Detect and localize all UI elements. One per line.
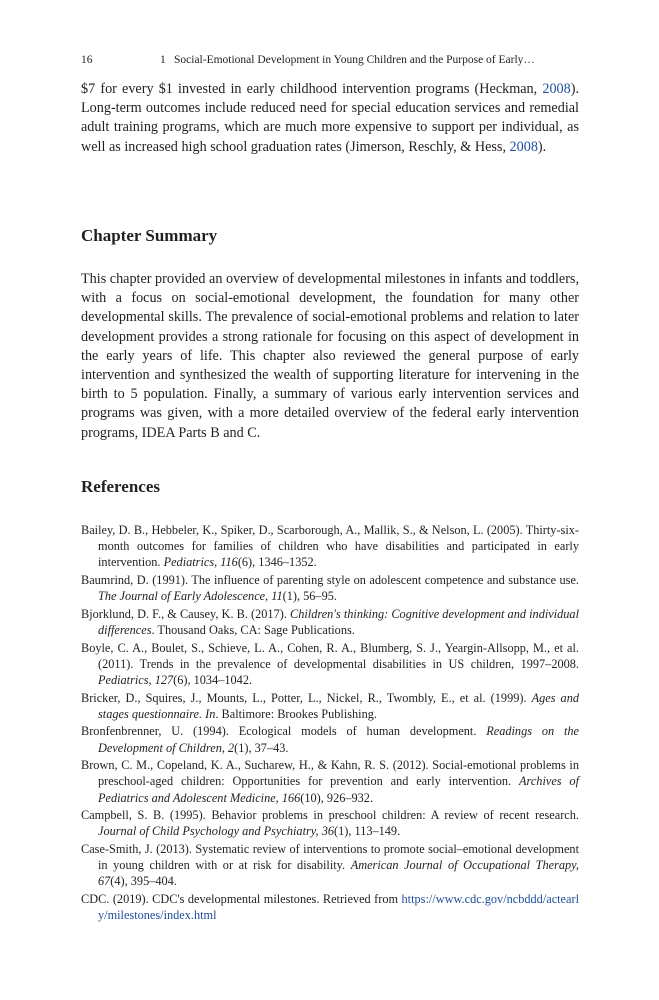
reference-source: Pediatrics, 127 [98,673,174,687]
reference-text: Bailey, D. B., Hebbeler, K., Spiker, D., Scarborough, A., Mallik, S., & Nelson, L. (2005). Thirty-six-month outcomes for families of children who have disabilities and participated in early intervention. [81,523,579,570]
reference-url-link[interactable]: https://www.cdc.gov/ncbddd/actearly/milestones/index.html [98,891,579,923]
reference-text: Campbell, S. B. (1995). Behavior problems in preschool children: A review of recent research. [81,808,579,823]
intro-text-1: $7 for every $1 invested in early childhood intervention programs (Heckman, [81,81,543,97]
reference-details: (10), 926–932. [300,790,374,805]
reference-text: Baumrind, D. (1991). The influence of parenting style on adolescent competence and substance use. [81,573,579,587]
reference-source: Readings on the Development of Children, 2 [98,724,579,755]
reference-item [81,690,579,722]
reference-source: The Journal of Early Adolescence, 11 [98,589,283,604]
reference-source: Children's thinking: Cognitive development and individual differences [98,606,579,637]
references-heading: References [81,477,160,496]
intro-paragraph [81,80,579,157]
reference-item [81,757,579,806]
reference-text: CDC. (2019). CDC's developmental milestones. Retrieved from [81,891,402,906]
intro-text-3: ). [537,138,547,155]
reference-item [81,606,579,638]
reference-source: Pediatrics, 116 [163,555,238,570]
reference-text: Bronfenbrenner, U. (1994). Ecological models of human development. [81,724,487,739]
reference-list [81,522,579,925]
reference-item [81,723,579,755]
reference-item [81,522,579,571]
reference-details: (6), 1034–1042. [173,673,253,687]
chapter-number: 1 [160,54,166,66]
reference-item [81,640,579,689]
reference-details: (6), 1346–1352. [237,555,317,570]
reference-text: Boyle, C. A., Boulet, S., Schieve, L. A., Cohen, R. A., Blumberg, S. J., Yeargin-Allsopp, M., et al. (2011). Trends in the prevalence of developmental disabilities in US children, 1997–2008. [81,640,579,671]
reference-item [81,841,579,890]
chapter-summary-heading: Chapter Summary [81,226,218,245]
reference-details: . Baltimore: Brookes Publishing. [215,706,377,721]
chapter-title: Social-Emotional Development in Young Children and the Purpose of Early… [174,54,535,66]
reference-details: . Thousand Oaks, CA: Sage Publications. [151,623,355,637]
reference-source: Ages and stages questionnaire. In [98,690,579,721]
citation-link-jimerson[interactable]: 2008 [509,138,538,155]
reference-item [81,572,579,604]
reference-text: Bjorklund, D. F., & Causey, K. B. (2017). [81,606,291,621]
reference-source: American Journal of Occupational Therapy, 67 [98,858,579,889]
reference-source: Archives of Pediatrics and Adolescent Medicine, 166 [98,774,579,805]
reference-details: (1), 113–149. [334,824,401,839]
reference-details: (4), 395–404. [110,874,177,889]
intro-text-2: ). Long-term outcomes include reduced need for special education services and remedial adult training programs, which are much more expensive to support per individual, as well as increased high school graduation rates (Jimerson, Reschly, & Hess, [81,81,579,155]
chapter-summary-paragraph: This chapter provided an overview of developmental milestones in infants and toddlers, with a focus on social-emotional development, the foundation for many other developmental skills. The prevalence of social-emotional problems and relation to later development provides a strong rationale for focusing on this aspect of development in the early years of life. This chapter also reviewed the general purpose of early intervention and synthesized the wealth of supporting literature for intervening in the birth to 5 population. Finally, a summary of various early intervention services and programs was given, with a more detailed overview of the federal early intervention programs, IDEA Parts B and C. [81,271,580,441]
reference-details: (1), 56–95. [282,589,337,604]
reference-text: Brown, C. M., Copeland, K. A., Sucharew, H., & Kahn, R. S. (2012). Social-emotional problems in preschool-aged children: Opportunities for prevention and early intervention. [81,758,579,789]
reference-item [81,807,579,839]
reference-details: (1), 37–43. [234,740,289,755]
reference-source: Journal of Child Psychology and Psychiatry, 36 [98,824,335,839]
page-number: 16 [81,54,93,66]
citation-link-heckman[interactable]: 2008 [542,81,571,97]
reference-text: Case-Smith, J. (2013). Systematic review of interventions to promote social–emotional development in young children with or at risk for disability. [81,841,579,873]
reference-text: Bricker, D., Squires, J., Mounts, L., Potter, L., Nickel, R., Twombly, E., et al. (1999). [81,690,532,705]
reference-item [81,891,579,923]
